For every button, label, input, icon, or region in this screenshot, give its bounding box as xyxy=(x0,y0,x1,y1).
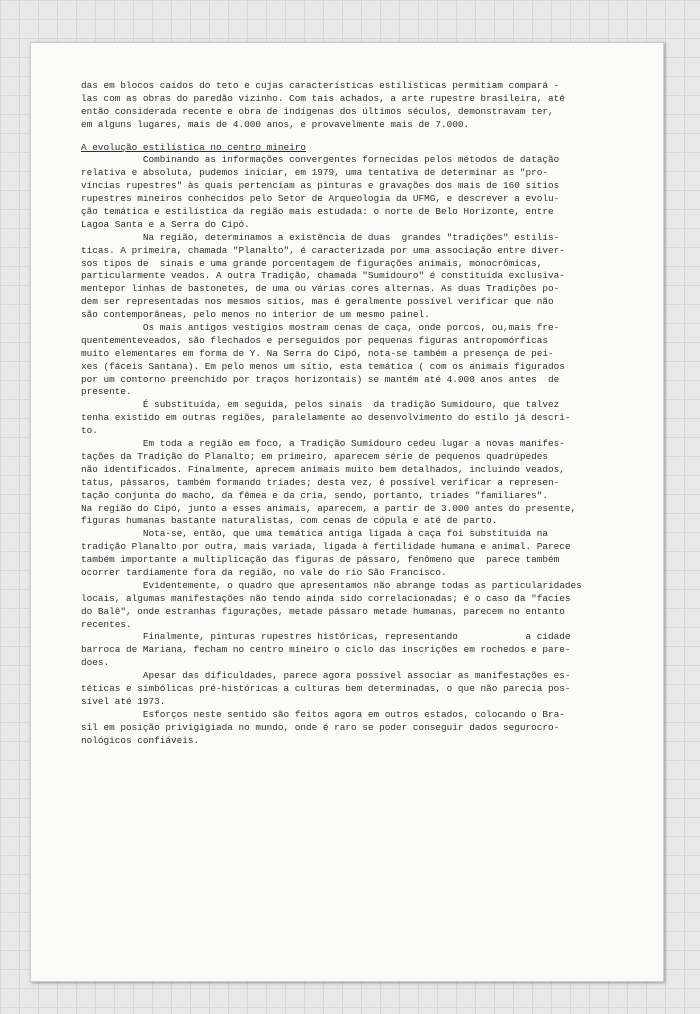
paragraph xyxy=(81,80,635,132)
text-line: tatus, pássaros, também formando tríades; desta vez, é possível verificar a represen- xyxy=(81,476,560,488)
paragraph xyxy=(81,631,635,670)
text-line: dem ser representadas nos mesmos sítios, mas é geralmente possível verificar que não xyxy=(81,296,554,308)
text-line: sível até 1973. xyxy=(81,695,166,707)
text-line: relativa e absoluta, pudemos iniciar, em 1979, uma tentativa de determinar as "pro- xyxy=(81,167,548,179)
text-line: does. xyxy=(81,657,110,669)
paragraph xyxy=(81,232,635,322)
text-line: não identificados. Finalmente, aprecem animais muito bem detalhados, incluindo veados, xyxy=(81,463,565,475)
text-line: ticas. A primeira, chamada "Planalto", é caracterizada por uma associação entre diver- xyxy=(81,244,565,256)
text-line: Evidentemente, o quadro que apresentamos não abrange todas as particularidades xyxy=(81,579,582,591)
text-line: tradição Planalto por outra, mais variada, ligada à fertilidade humana e animal. Parece xyxy=(81,541,571,553)
text-line: Esforços neste sentido são feitos agora em outros estados, colocando o Bra- xyxy=(81,708,565,720)
text-line: por um contorno preenchido por traços horizontais) se mantém até 4.000 anos antes de xyxy=(81,373,560,385)
text-line: tenha existido em outras regiões, paralelamente ao desenvolvimento do estilo já descri- xyxy=(81,412,571,424)
text-line: mentepor linhas de bastonetes, de uma ou várias cores alternas. As duas Tradições po- xyxy=(81,283,560,295)
paragraph xyxy=(81,528,635,580)
text-line: são contemporâneas, pelo menos no interior de um mesmo painel. xyxy=(81,309,430,321)
text-line: Nota-se, então, que uma temática antiga ligada à caça foi substituída na xyxy=(81,528,548,540)
text-line: A evolução estilística no centro mineiro xyxy=(81,141,307,153)
text-line: quentementeveados, são flechados e perseguidos por pequenas figuras antropomórficas xyxy=(81,334,548,346)
text-line: presente. xyxy=(81,386,132,398)
text-line: tações da Tradição do Planalto; em primeiro, aparecem série de pequenos quadrúpedes xyxy=(81,450,548,462)
text-line: Combinando as informações convergentes fornecidas pelos métodos de datação xyxy=(81,154,560,166)
paragraph xyxy=(81,399,635,438)
text-line: ocorrer tardiamente fora da região, no vale do rio São Francisco. xyxy=(81,566,447,578)
text-line: Apesar das dificuldades, parece agora possível associar as manifestações es- xyxy=(81,670,571,682)
paragraph xyxy=(81,580,635,632)
section-heading xyxy=(81,142,635,155)
text-line: particularmente veados. A outra Tradição, chamada "Sumidouro" é constituída exclusiva- xyxy=(81,270,565,282)
text-line: também importante a multiplicação das figuras de pássaro, fenômeno que parece também xyxy=(81,554,560,566)
text-line: las com as obras do paredão vizinho. Com tais achados, a arte rupestre brasileira, até xyxy=(81,92,565,104)
text-line: Na região do Cipó, junto a esses animais, aparecem, a partir de 3.000 antes do presente, xyxy=(81,502,577,514)
text-line: do Balê", onde estranhas figurações, metade pássaro metade humanas, parecem no entanto xyxy=(81,605,565,617)
text-line: nológicos confiáveis. xyxy=(81,734,200,746)
document-body xyxy=(81,80,635,747)
text-line: tação conjunta do macho, da fêmea e da cria, sendo, portanto, tríades "familiares". xyxy=(81,489,548,501)
text-line: rupestres mineiros conhecidos pelo Setor de Arqueologia da UFMG, e descrever a evolu- xyxy=(81,193,560,205)
text-line: to. xyxy=(81,425,98,437)
paragraph xyxy=(81,322,635,399)
paragraph xyxy=(81,670,635,709)
text-line: então considerada recente e obra de indígenas dos últimos séculos, demonstravam ter, xyxy=(81,105,554,117)
text-line: víncias rupestres" às quais pertenciam as pinturas e gravações dos mais de 160 sítios xyxy=(81,180,560,192)
paragraph xyxy=(81,154,635,231)
text-line: Os mais antigos vestígios mostram cenas de caça, onde porcos, ou,mais fre- xyxy=(81,322,560,334)
text-line: em alguns lugares, mais de 4.000 anos, e provavelmente mais de 7.000. xyxy=(81,118,470,130)
text-line: sos tipos de sinais e uma grande porcentagem de figurações animais, monocrômicas, xyxy=(81,257,543,269)
text-line: locais, algumas manifestações não tendo ainda sido correlacionadas; é o caso da "facies xyxy=(81,592,571,604)
text-line: recentes. xyxy=(81,618,132,630)
text-line: xes (fáceis Santana). Em pelo menos um sítio, esta temática ( com os animais figurados xyxy=(81,360,565,372)
text-line: barroca de Mariana, fecham no centro mineiro o ciclo das inscrições em rochedos e pare- xyxy=(81,644,571,656)
paragraph xyxy=(81,709,635,748)
text-line: É substituída, em seguida, pelos sinais da tradição Sumidouro, que talvez xyxy=(81,399,560,411)
text-line: téticas e simbólicas pré-históricas a culturas bem determinadas, o que não parecia pos- xyxy=(81,682,571,694)
paragraph xyxy=(81,438,635,528)
text-line: Em toda a região em foco, a Tradição Sumidouro cedeu lugar a novas manifes- xyxy=(81,438,565,450)
text-line: Lagoa Santa e a Serra do Cipó. xyxy=(81,218,250,230)
text-line: figuras humanas bastante naturalistas, com cenas de cópula e até de parto. xyxy=(81,515,498,527)
text-line: sil em posição privigigiada no mundo, onde é raro se poder conseguir dados segurocro- xyxy=(81,721,560,733)
document-page xyxy=(30,42,664,982)
text-line: Finalmente, pinturas rupestres históricas, representando a cidade xyxy=(81,631,571,643)
text-line: ção temática e estilística da região mais estudada: o norte de Belo Horizonte, entre xyxy=(81,206,554,218)
text-line: das em blocos caídos do teto e cujas características estilísticas permitiam compará - xyxy=(81,80,560,91)
text-line: muito elementares em forma de Y. Na Serra do Cipó, nota-se também a presença de pei- xyxy=(81,347,554,359)
text-line: Na região, determinamos a existência de duas grandes "tradições" estilís- xyxy=(81,231,560,243)
